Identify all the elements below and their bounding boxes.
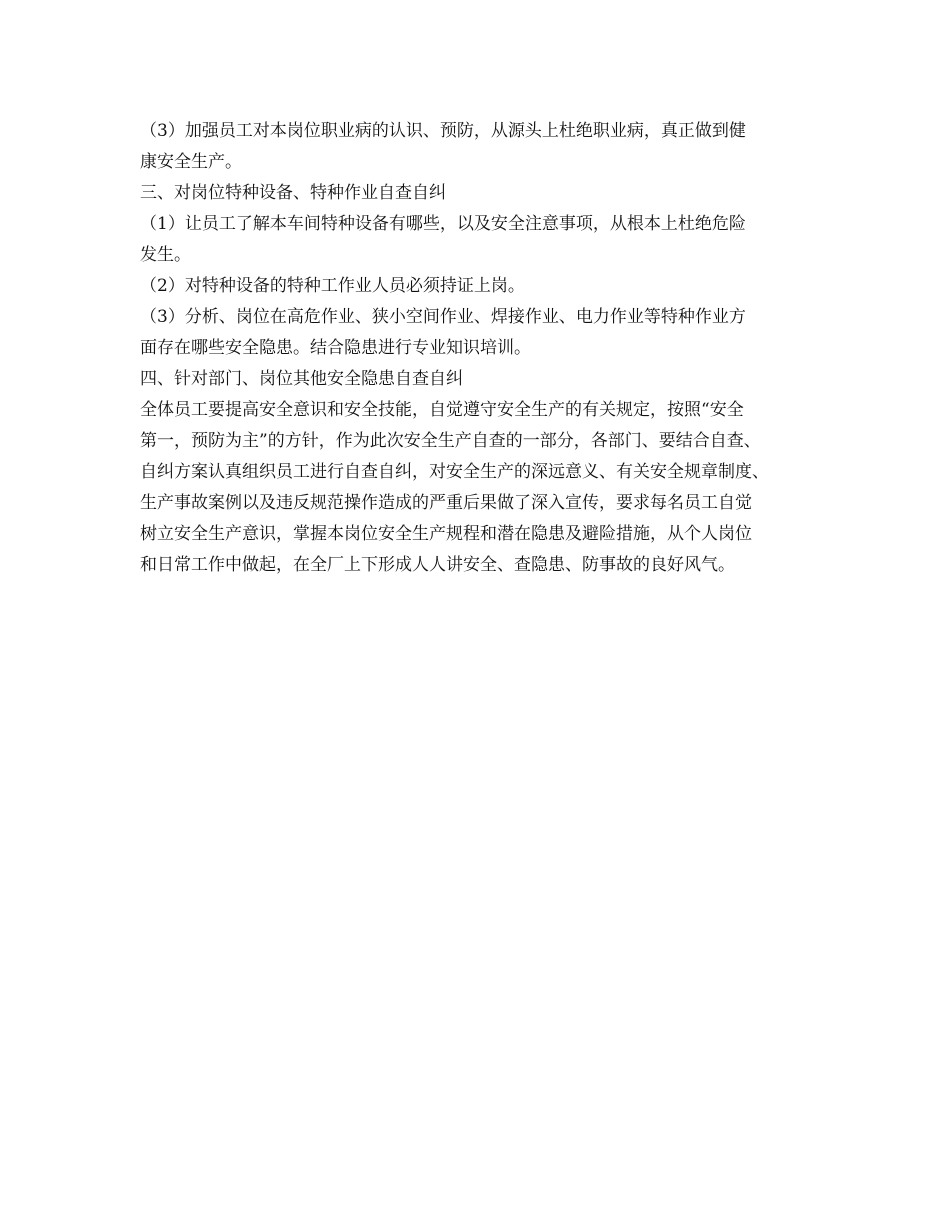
body-paragraph — [140, 395, 812, 581]
list-item-2-certification — [140, 271, 812, 302]
text-line: 自纠方案认真组织员工进行自查自纠，对安全生产的深远意义、有关安全规章制度、 — [140, 462, 769, 482]
text-line: 发生。 — [140, 245, 191, 265]
text-line: 康安全生产。 — [140, 152, 242, 172]
text-line: （3）加强员工对本岗位职业病的认识、预防，从源头上杜绝职业病，真正做到健 — [140, 121, 746, 141]
list-item-3-hazard-analysis — [140, 302, 812, 364]
heading-text: 四、针对部门、岗位其他安全隐患自查自纠 — [140, 369, 463, 389]
heading-text: 三、对岗位特种设备、特种作业自查自纠 — [140, 183, 446, 203]
text-line: 生产事故案例以及违反规范操作造成的严重后果做了深入宣传，要求每名员工自觉 — [140, 493, 752, 513]
text-line: （2）对特种设备的特种工作业人员必须持证上岗。 — [140, 276, 525, 296]
list-item-1-special-equipment — [140, 209, 812, 271]
document-body — [140, 116, 812, 581]
text-line: （3）分析、岗位在高危作业、狭小空间作业、焊接作业、电力作业等特种作业方 — [140, 307, 746, 327]
list-item-3-occupational-disease — [140, 116, 812, 178]
text-line: 树立安全生产意识，掌握本岗位安全生产规程和潜在隐患及避险措施，从个人岗位 — [140, 524, 752, 544]
section-heading-3 — [140, 178, 812, 209]
text-line: （1）让员工了解本车间特种设备有哪些，以及安全注意事项，从根本上杜绝危险 — [140, 214, 746, 234]
text-line: 第一，预防为主”的方针，作为此次安全生产自查的一部分，各部门、要结合自查、 — [140, 431, 761, 451]
text-line: 面存在哪些安全隐患。结合隐患进行专业知识培训。 — [140, 338, 531, 358]
section-heading-4 — [140, 364, 812, 395]
text-line: 全体员工要提高安全意识和安全技能，自觉遵守安全生产的有关规定，按照“安全 — [140, 400, 744, 420]
text-line: 和日常工作中做起，在全厂上下形成人人讲安全、查隐患、防事故的良好风气。 — [140, 555, 735, 575]
